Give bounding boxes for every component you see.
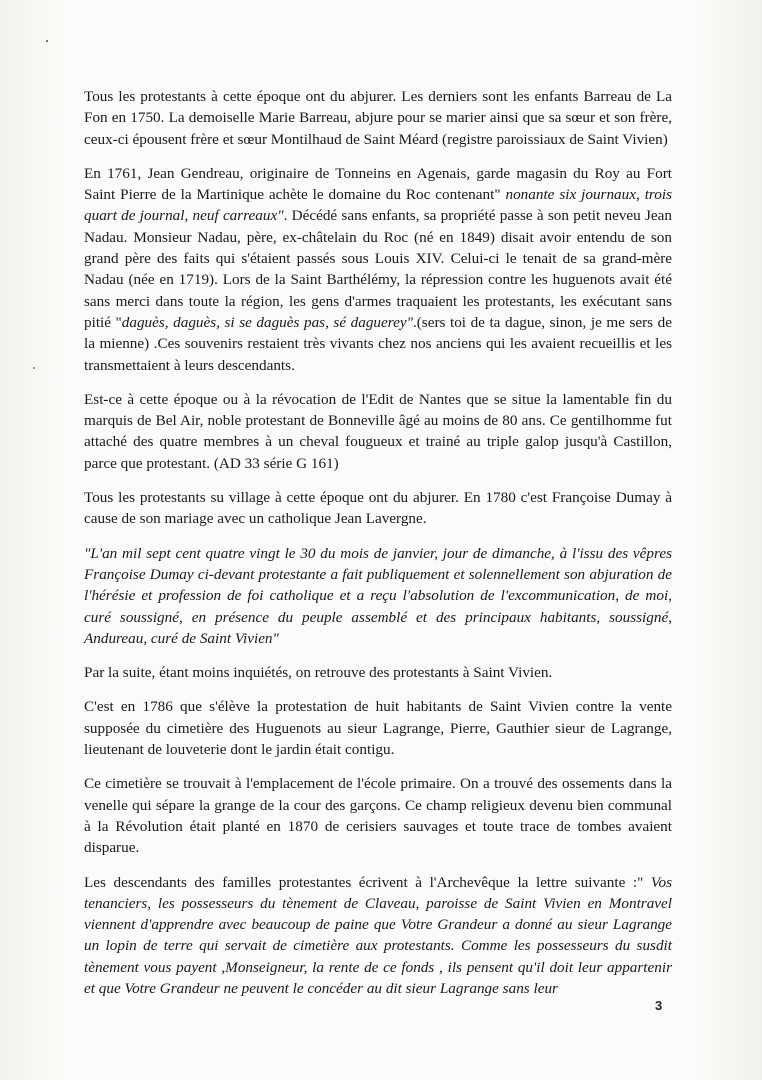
page-number: 3 <box>655 998 663 1013</box>
paragraph-1 <box>84 86 672 150</box>
text-run: Est-ce à cette époque ou à la révocation de l'Edit de Nantes que se situe la lamentable fin du marquis de Bel Air, noble protestant de Bonneville âgé au moins de 80 ans. Ce gentilhomme fut attaché des quatre membres à un cheval fougueux et trainé au triple galop jusqu'à Castillon, parce que protestant. (AD 33 série G 161) <box>84 390 672 472</box>
paragraph-6 <box>84 662 672 683</box>
text-run: Les descendants des familles protestantes écrivent à l'Archevêque la lettre suivante :" <box>84 873 651 891</box>
text-run: .(sers toi de ta dague, sinon, je me sers de la mienne) .Ces souvenirs restaient très vivants chez nos anciens qui les avaient recueillis et les transmettaient à leurs descendants. <box>84 313 672 374</box>
italic-run: daguès, daguès, si se daguès pas, sé daguerey" <box>121 313 413 331</box>
paragraph-9 <box>84 872 672 1000</box>
paragraph-2 <box>84 163 672 376</box>
document-body <box>84 86 672 999</box>
scan-speck <box>33 367 35 369</box>
paragraph-8 <box>84 773 672 858</box>
scan-speck <box>46 40 48 42</box>
text-run: Par la suite, étant moins inquiétés, on retrouve des protestants à Saint Vivien. <box>84 664 553 682</box>
italic-run: Vos tenanciers, les possesseurs du tènement de Claveau, paroisse de Saint Vivien en Montravel viennent d'apprendre avec beaucoup de paine que Votre Grandeur a donné au sieur Lagrange un lopin de terre qui servait de cimetière aux protestants. Comme les possesseurs du susdit tènement vous payent ,Monseigneur, la rente de ce fonds , ils pensent qu'il doit leur appartenir et que Votre Grandeur ne peuvent le concéder au dit sieur Lagrange sans leur <box>84 873 672 997</box>
text-run: En 1761, Jean Gendreau, originaire de Tonneins en Agenais, garde magasin du Roy au Fort Saint Pierre de la Martinique achète le domaine du Roc contenant" <box>84 164 672 204</box>
paragraph-5-quote <box>84 543 672 649</box>
text-run: Tous les protestants su village à cette époque ont du abjurer. En 1780 c'est Françoise Dumay à cause de son mariage avec un catholique Jean Lavergne. <box>84 489 672 528</box>
text-run: . Décédé sans enfants, sa propriété passe à son petit neveu Jean Nadau. Monsieur Nadau, père, ex-châtelain du Roc (né en 1849) disait avoir entendu de son grand père des faits qui s'étaient passés sous Louis XIV. Celui-ci le tenait de sa grand-mère Nadau (née en 1719). Lors de la Saint Barthélémy, la répression contre les huguenots avait été sans merci dans toute la région, les gens d'armes traquaient les protestants, les exécutant sans pitié " <box>84 207 673 331</box>
text-run: Ce cimetière se trouvait à l'emplacement de l'école primaire. On a trouvé des ossements dans la venelle qui sépare la grange de la cour des garçons. Ce champ religieux devenu bien communal à la Révolution était planté en 1870 de cerisiers sauvages et toute trace de tombes avaient disparue. <box>84 775 672 857</box>
italic-run: "L'an mil sept cent quatre vingt le 30 du mois de janvier, jour de dimanche, à l'issu des vêpres Françoise Dumay ci-devant protestante a fait publiquement et solennellement son abjuration de l'hérésie et profession de foi catholique et a reçu l'absolution de l'excommunication, de moi, curé soussigné, en présence du peuple assemblé et des principaux habitants, soussigné, Andureau, curé de Saint Vivien" <box>84 544 672 647</box>
paragraph-3 <box>84 389 672 474</box>
text-run: C'est en 1786 que s'élève la protestation de huit habitants de Saint Vivien contre la vente supposée du cimetière des Huguenots au sieur Lagrange, Pierre, Gauthier sieur de Lagrange, lieutenant de louveterie dont le jardin était contigu. <box>84 698 672 759</box>
paragraph-7 <box>84 696 672 760</box>
italic-run: nonante six journaux, trois quart de journal, neuf carreaux" <box>84 186 672 225</box>
paragraph-4 <box>84 487 672 530</box>
text-run: Tous les protestants à cette époque ont du abjurer. Les derniers sont les enfants Barreau de La Fon en 1750. La demoiselle Marie Barreau, abjure pour se marier ainsi que sa sœur et son frère, ceux-ci épousent frère et sœur Montilhaud de Saint Méard (registre paroissiaux de Saint Vivien) <box>84 88 672 148</box>
